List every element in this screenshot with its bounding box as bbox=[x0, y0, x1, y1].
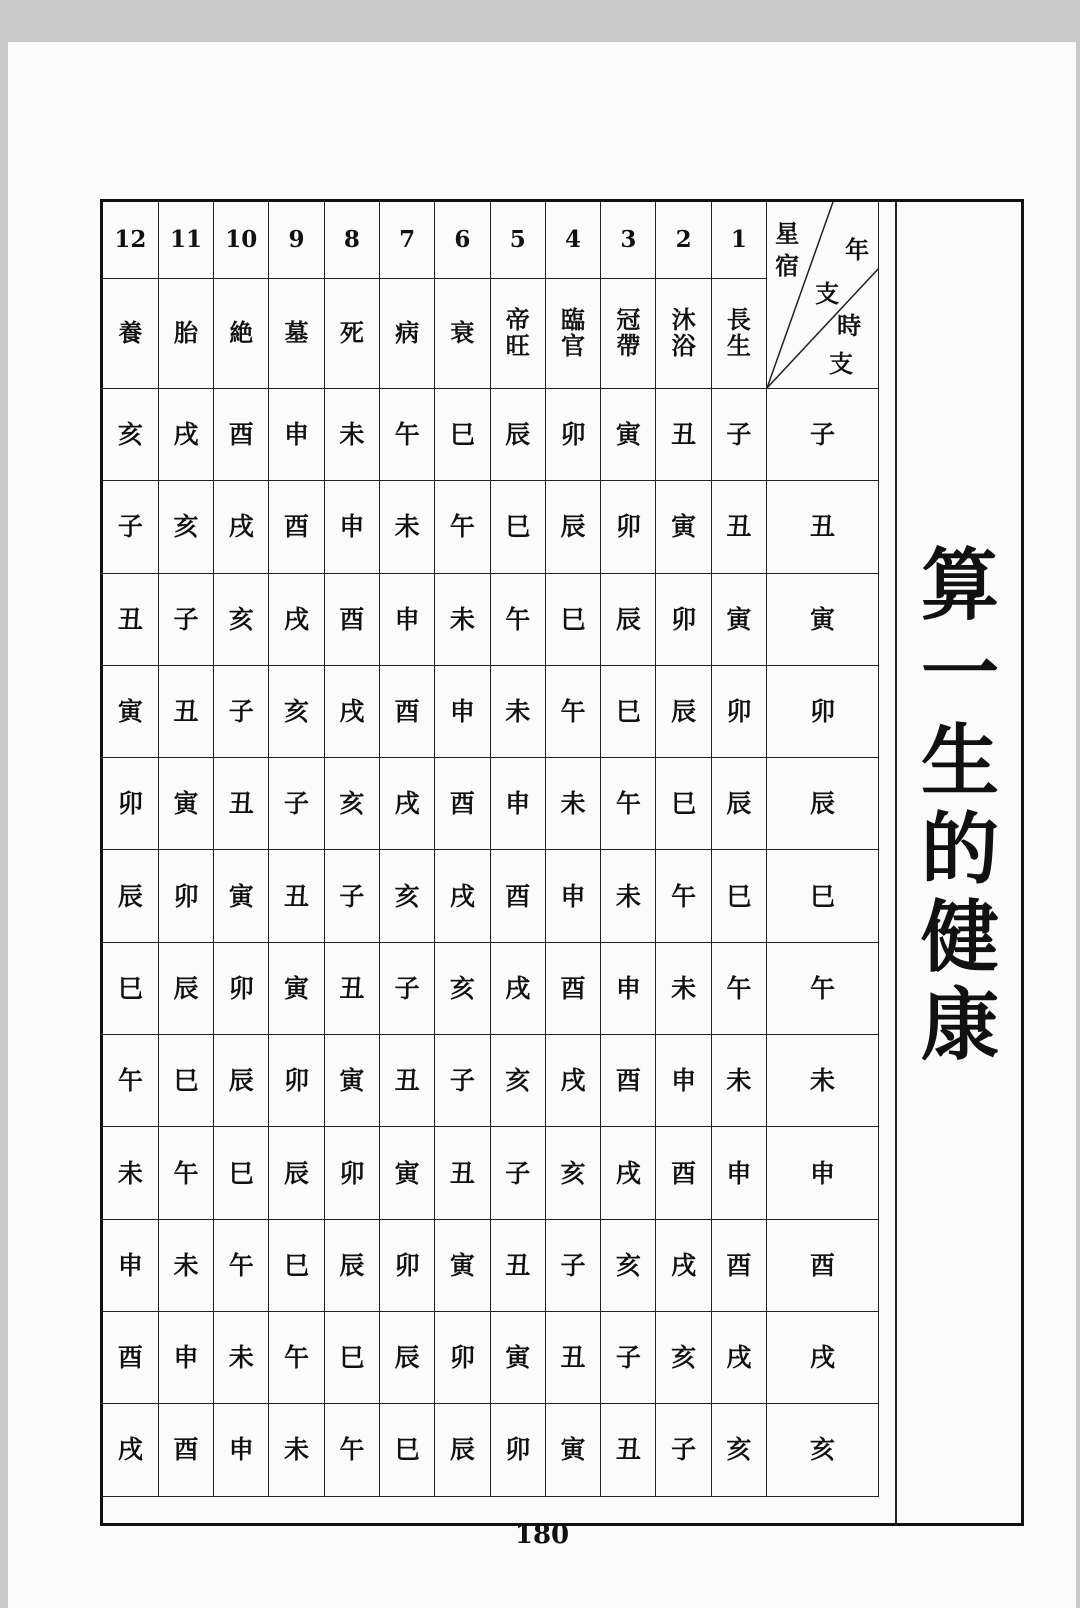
table-cell: 申 bbox=[379, 573, 434, 665]
stage-char: 帶 bbox=[616, 331, 641, 361]
row-branch-cell: 戌 bbox=[767, 1311, 879, 1403]
table-row bbox=[103, 1127, 879, 1219]
table-cell: 寅 bbox=[490, 1311, 545, 1403]
stage-char: 生 bbox=[726, 331, 751, 361]
table-cell: 卯 bbox=[656, 573, 711, 665]
header-number: 4 bbox=[545, 202, 600, 278]
row-branch-cell: 子 bbox=[767, 389, 879, 481]
table-cell: 子 bbox=[435, 1035, 490, 1127]
table-cell: 巳 bbox=[269, 1219, 324, 1311]
table-cell: 卯 bbox=[601, 481, 656, 573]
title-column bbox=[895, 202, 1021, 1523]
stage-char: 墓 bbox=[284, 318, 309, 348]
table-cell: 丑 bbox=[711, 481, 766, 573]
table-cell: 寅 bbox=[158, 758, 213, 850]
table-cell: 酉 bbox=[601, 1035, 656, 1127]
table-cell: 巳 bbox=[601, 665, 656, 757]
header-number: 9 bbox=[269, 202, 324, 278]
stage-char: 死 bbox=[339, 318, 364, 348]
stage-char: 胎 bbox=[173, 318, 198, 348]
table-cell: 未 bbox=[379, 481, 434, 573]
corner-label-stars-bottom: 宿 bbox=[775, 251, 800, 280]
table-cell: 酉 bbox=[324, 573, 379, 665]
table-cell: 酉 bbox=[379, 665, 434, 757]
table-cell: 卯 bbox=[324, 1127, 379, 1219]
table-cell: 酉 bbox=[711, 1219, 766, 1311]
table-row bbox=[103, 758, 879, 850]
table-cell: 辰 bbox=[214, 1035, 269, 1127]
title-char: 算 bbox=[920, 541, 999, 631]
table-row bbox=[103, 573, 879, 665]
table-cell: 未 bbox=[269, 1404, 324, 1496]
table-cell: 未 bbox=[711, 1035, 766, 1127]
table-cell: 辰 bbox=[435, 1404, 490, 1496]
row-branch-cell: 未 bbox=[767, 1035, 879, 1127]
table-cell: 辰 bbox=[379, 1311, 434, 1403]
stage-name bbox=[656, 278, 711, 388]
table-cell: 亥 bbox=[435, 942, 490, 1034]
title-char: 的 bbox=[920, 805, 999, 895]
table-cell: 辰 bbox=[269, 1127, 324, 1219]
table-cell: 丑 bbox=[158, 665, 213, 757]
table-cell: 午 bbox=[214, 1219, 269, 1311]
table-cell: 酉 bbox=[545, 942, 600, 1034]
table-cell: 亥 bbox=[379, 850, 434, 942]
table-cell: 亥 bbox=[158, 481, 213, 573]
stage-name bbox=[601, 278, 656, 388]
table-cell: 酉 bbox=[435, 758, 490, 850]
table-cell: 亥 bbox=[490, 1035, 545, 1127]
table-cell: 酉 bbox=[269, 481, 324, 573]
table-cell: 寅 bbox=[545, 1404, 600, 1496]
table-cell: 酉 bbox=[656, 1127, 711, 1219]
stage-name bbox=[103, 278, 158, 388]
corner-label-stars-top: 星 bbox=[775, 219, 800, 248]
table-cell: 戌 bbox=[490, 942, 545, 1034]
table-cell: 未 bbox=[601, 850, 656, 942]
twelve-stages-table bbox=[103, 202, 879, 1497]
table-cell: 申 bbox=[214, 1404, 269, 1496]
table-cell: 丑 bbox=[490, 1219, 545, 1311]
table-cell: 子 bbox=[490, 1127, 545, 1219]
table-row bbox=[103, 942, 879, 1034]
row-branch-cell: 辰 bbox=[767, 758, 879, 850]
table-row bbox=[103, 1219, 879, 1311]
header-number: 6 bbox=[435, 202, 490, 278]
table-cell: 巳 bbox=[103, 942, 158, 1034]
table-cell: 巳 bbox=[379, 1404, 434, 1496]
stage-name-row bbox=[103, 278, 879, 388]
stage-name bbox=[324, 278, 379, 388]
header-corner-cell bbox=[767, 202, 879, 389]
row-branch-cell: 酉 bbox=[767, 1219, 879, 1311]
table-cell: 戌 bbox=[269, 573, 324, 665]
table-cell: 午 bbox=[601, 758, 656, 850]
table-row bbox=[103, 389, 879, 481]
table-cell: 寅 bbox=[269, 942, 324, 1034]
header-number: 1 bbox=[711, 202, 766, 278]
row-branch-cell: 寅 bbox=[767, 573, 879, 665]
page-title bbox=[915, 542, 1005, 1070]
table-cell: 子 bbox=[545, 1219, 600, 1311]
table-cell: 戌 bbox=[545, 1035, 600, 1127]
table-cell: 巳 bbox=[435, 389, 490, 481]
table-cell: 寅 bbox=[379, 1127, 434, 1219]
table-cell: 未 bbox=[545, 758, 600, 850]
header-number: 12 bbox=[103, 202, 158, 278]
page-number: 180 bbox=[514, 1520, 570, 1550]
table-cell: 丑 bbox=[214, 758, 269, 850]
table-cell: 寅 bbox=[711, 573, 766, 665]
table-cell: 亥 bbox=[601, 1219, 656, 1311]
table-cell: 亥 bbox=[269, 665, 324, 757]
table-cell: 丑 bbox=[103, 573, 158, 665]
table-cell: 戌 bbox=[103, 1404, 158, 1496]
stage-char: 絶 bbox=[229, 318, 254, 348]
table-cell: 丑 bbox=[324, 942, 379, 1034]
table-cell: 酉 bbox=[490, 850, 545, 942]
table-cell: 寅 bbox=[435, 1219, 490, 1311]
row-branch-cell: 亥 bbox=[767, 1404, 879, 1496]
stage-name bbox=[490, 278, 545, 388]
table-cell: 午 bbox=[490, 573, 545, 665]
table-cell: 子 bbox=[656, 1404, 711, 1496]
table-cell: 巳 bbox=[545, 573, 600, 665]
row-branch-cell: 巳 bbox=[767, 850, 879, 942]
stage-char: 旺 bbox=[505, 331, 530, 361]
corner-label-branch-a: 支 bbox=[815, 279, 840, 308]
table-cell: 子 bbox=[103, 481, 158, 573]
table-cell: 丑 bbox=[656, 389, 711, 481]
header-number-row bbox=[103, 202, 879, 278]
header-number: 5 bbox=[490, 202, 545, 278]
stage-name bbox=[435, 278, 490, 388]
table-cell: 辰 bbox=[103, 850, 158, 942]
table-row bbox=[103, 1404, 879, 1496]
stage-char: 浴 bbox=[671, 331, 696, 361]
table-cell: 寅 bbox=[656, 481, 711, 573]
table-cell: 卯 bbox=[545, 389, 600, 481]
stage-char: 衰 bbox=[450, 318, 475, 348]
table-cell: 辰 bbox=[656, 665, 711, 757]
row-branch-cell: 丑 bbox=[767, 481, 879, 573]
table-cell: 巳 bbox=[656, 758, 711, 850]
table-cell: 申 bbox=[435, 665, 490, 757]
stage-char: 養 bbox=[118, 318, 143, 348]
table-cell: 亥 bbox=[324, 758, 379, 850]
table-row bbox=[103, 1311, 879, 1403]
table-row bbox=[103, 481, 879, 573]
table-cell: 寅 bbox=[214, 850, 269, 942]
table-cell: 申 bbox=[269, 389, 324, 481]
table-cell: 未 bbox=[158, 1219, 213, 1311]
table-cell: 午 bbox=[545, 665, 600, 757]
table-cell: 丑 bbox=[435, 1127, 490, 1219]
stage-char: 帝 bbox=[505, 305, 530, 335]
stage-char: 臨 bbox=[561, 305, 586, 335]
table-cell: 午 bbox=[324, 1404, 379, 1496]
corner-label-time: 時 bbox=[837, 311, 862, 340]
table-cell: 亥 bbox=[545, 1127, 600, 1219]
table-cell: 寅 bbox=[324, 1035, 379, 1127]
table-cell: 戌 bbox=[158, 389, 213, 481]
table-cell: 申 bbox=[324, 481, 379, 573]
table-cell: 未 bbox=[490, 665, 545, 757]
table-cell: 丑 bbox=[379, 1035, 434, 1127]
stage-name bbox=[158, 278, 213, 388]
table-cell: 申 bbox=[601, 942, 656, 1034]
table-cell: 申 bbox=[490, 758, 545, 850]
stage-name bbox=[214, 278, 269, 388]
table-cell: 午 bbox=[269, 1311, 324, 1403]
table-cell: 子 bbox=[269, 758, 324, 850]
table-cell: 卯 bbox=[103, 758, 158, 850]
table-cell: 酉 bbox=[103, 1311, 158, 1403]
table-cell: 丑 bbox=[601, 1404, 656, 1496]
title-char: 康 bbox=[920, 981, 999, 1071]
table-cell: 戌 bbox=[601, 1127, 656, 1219]
row-branch-cell: 午 bbox=[767, 942, 879, 1034]
stage-char: 病 bbox=[395, 318, 420, 348]
table-cell: 巳 bbox=[324, 1311, 379, 1403]
table-cell: 子 bbox=[158, 573, 213, 665]
table-cell: 戌 bbox=[435, 850, 490, 942]
table-cell: 丑 bbox=[545, 1311, 600, 1403]
stage-name bbox=[269, 278, 324, 388]
stage-char: 長 bbox=[726, 305, 751, 335]
table-row bbox=[103, 1035, 879, 1127]
table-cell: 亥 bbox=[214, 573, 269, 665]
table-cell: 未 bbox=[656, 942, 711, 1034]
table-cell: 卯 bbox=[269, 1035, 324, 1127]
table-cell: 子 bbox=[214, 665, 269, 757]
header-number: 2 bbox=[656, 202, 711, 278]
header-number: 10 bbox=[214, 202, 269, 278]
table-cell: 戌 bbox=[379, 758, 434, 850]
table-cell: 未 bbox=[435, 573, 490, 665]
table-cell: 寅 bbox=[601, 389, 656, 481]
table-cell: 子 bbox=[379, 942, 434, 1034]
corner-label-year: 年 bbox=[845, 235, 870, 264]
corner-label-branch-b: 支 bbox=[829, 349, 854, 378]
table-cell: 未 bbox=[324, 389, 379, 481]
table-cell: 卯 bbox=[158, 850, 213, 942]
table-cell: 巳 bbox=[711, 850, 766, 942]
title-char: 健 bbox=[920, 893, 999, 983]
table-cell: 午 bbox=[103, 1035, 158, 1127]
table-cell: 亥 bbox=[711, 1404, 766, 1496]
table-cell: 未 bbox=[214, 1311, 269, 1403]
table-cell: 辰 bbox=[711, 758, 766, 850]
table-cell: 亥 bbox=[103, 389, 158, 481]
title-char: 生 bbox=[920, 717, 999, 807]
table-cell: 午 bbox=[711, 942, 766, 1034]
stage-char: 沐 bbox=[671, 305, 696, 335]
table-cell: 申 bbox=[656, 1035, 711, 1127]
table-cell: 申 bbox=[545, 850, 600, 942]
table-cell: 子 bbox=[324, 850, 379, 942]
stage-char: 冠 bbox=[616, 305, 641, 335]
table-cell: 戌 bbox=[656, 1219, 711, 1311]
table-cell: 卯 bbox=[435, 1311, 490, 1403]
stage-name bbox=[711, 278, 766, 388]
table-cell: 辰 bbox=[324, 1219, 379, 1311]
header-number: 11 bbox=[158, 202, 213, 278]
table-cell: 戌 bbox=[324, 665, 379, 757]
table-cell: 申 bbox=[103, 1219, 158, 1311]
table-cell: 辰 bbox=[490, 389, 545, 481]
table-cell: 申 bbox=[158, 1311, 213, 1403]
table-row bbox=[103, 665, 879, 757]
table-cell: 巳 bbox=[490, 481, 545, 573]
table-cell: 午 bbox=[656, 850, 711, 942]
table-cell: 子 bbox=[711, 389, 766, 481]
table-cell: 戌 bbox=[711, 1311, 766, 1403]
table-cell: 午 bbox=[435, 481, 490, 573]
table-cell: 子 bbox=[601, 1311, 656, 1403]
book-page bbox=[8, 42, 1076, 1608]
table-cell: 午 bbox=[379, 389, 434, 481]
table-cell: 辰 bbox=[601, 573, 656, 665]
table-cell: 巳 bbox=[214, 1127, 269, 1219]
table-cell: 酉 bbox=[214, 389, 269, 481]
stage-name bbox=[545, 278, 600, 388]
table-cell: 戌 bbox=[214, 481, 269, 573]
header-number: 3 bbox=[601, 202, 656, 278]
table-cell: 卯 bbox=[379, 1219, 434, 1311]
table-frame bbox=[100, 199, 1024, 1526]
table-cell: 未 bbox=[103, 1127, 158, 1219]
header-number: 7 bbox=[379, 202, 434, 278]
table-cell: 卯 bbox=[711, 665, 766, 757]
table-cell: 卯 bbox=[214, 942, 269, 1034]
table-cell: 辰 bbox=[158, 942, 213, 1034]
table-cell: 午 bbox=[158, 1127, 213, 1219]
row-branch-cell: 申 bbox=[767, 1127, 879, 1219]
stage-char: 官 bbox=[561, 331, 586, 361]
table-cell: 巳 bbox=[158, 1035, 213, 1127]
title-char: 一 bbox=[920, 629, 999, 719]
row-branch-cell: 卯 bbox=[767, 665, 879, 757]
table-cell: 亥 bbox=[656, 1311, 711, 1403]
table-cell: 卯 bbox=[490, 1404, 545, 1496]
table-cell: 丑 bbox=[269, 850, 324, 942]
table-cell: 酉 bbox=[158, 1404, 213, 1496]
stage-name bbox=[379, 278, 434, 388]
header-number: 8 bbox=[324, 202, 379, 278]
table-row bbox=[103, 850, 879, 942]
table-cell: 寅 bbox=[103, 665, 158, 757]
table-cell: 辰 bbox=[545, 481, 600, 573]
table-cell: 申 bbox=[711, 1127, 766, 1219]
